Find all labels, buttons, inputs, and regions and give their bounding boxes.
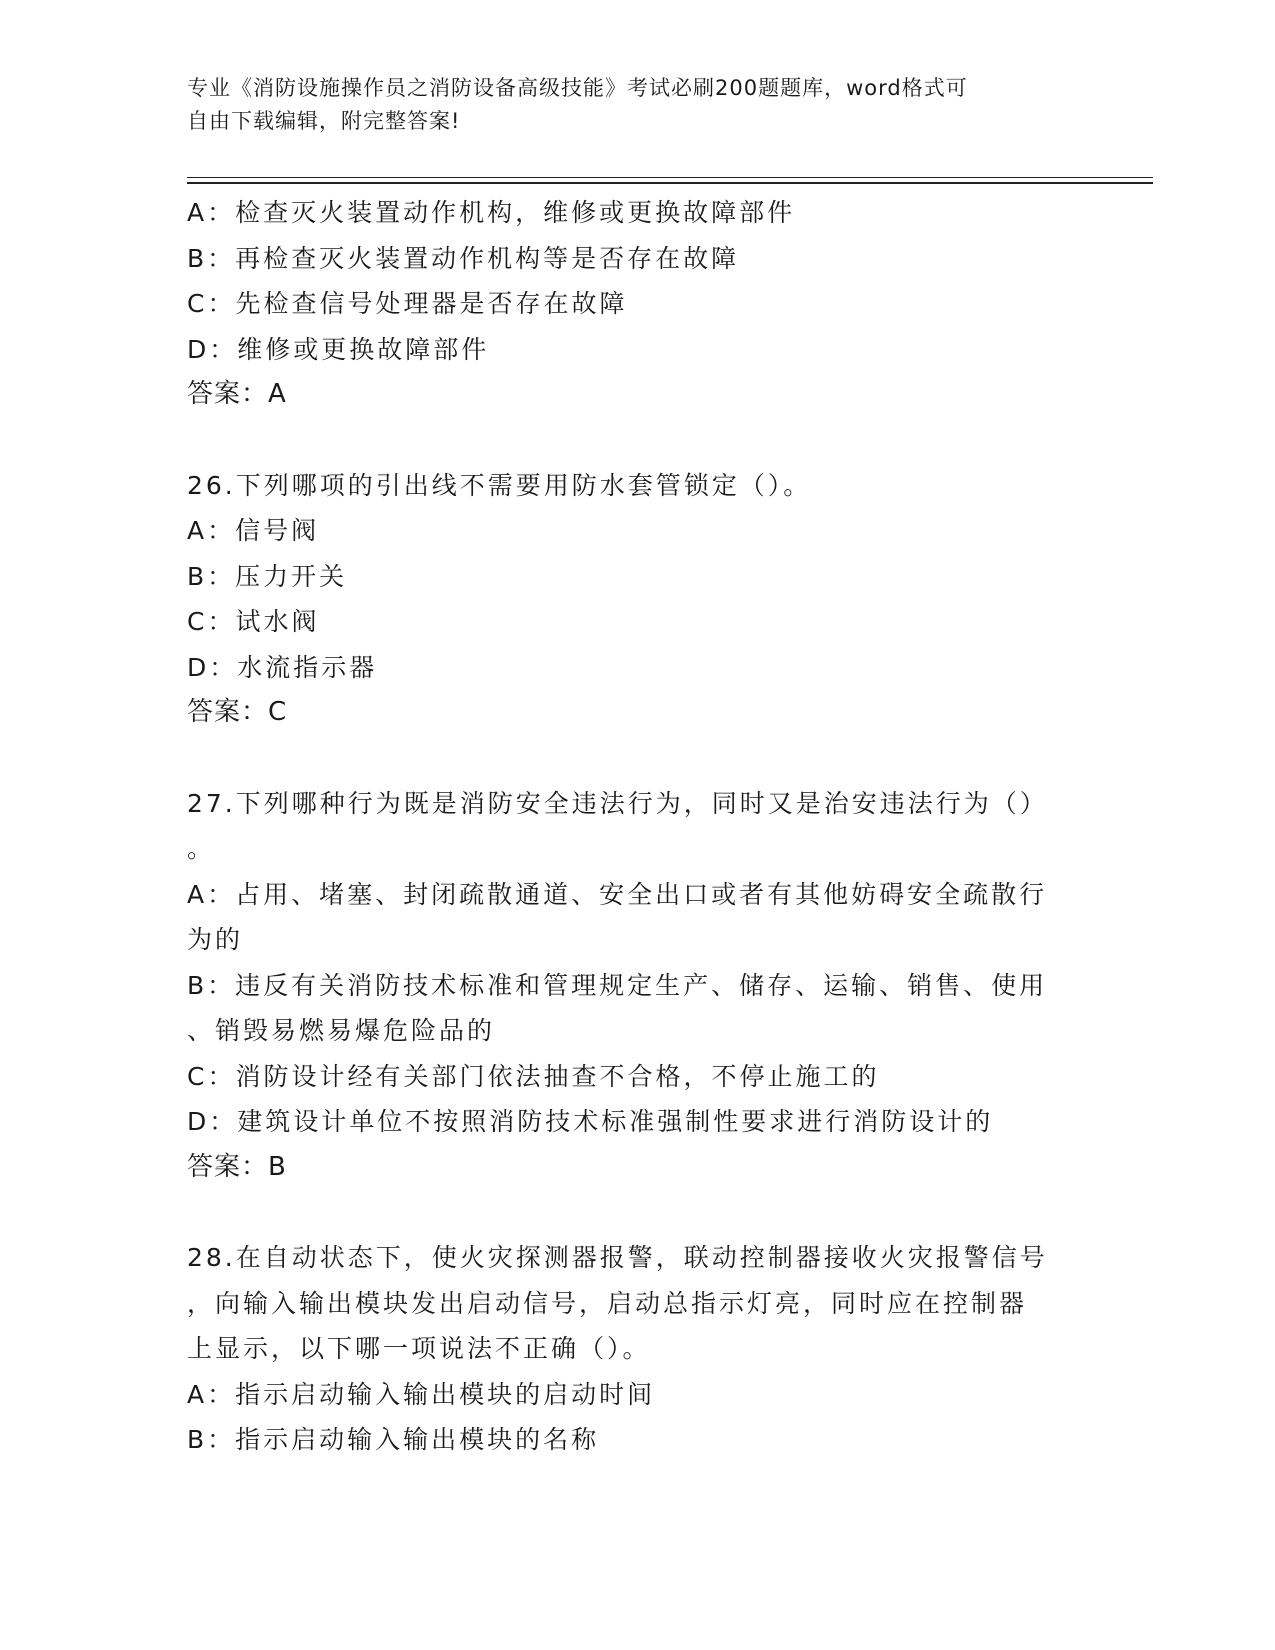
question-text-line-3: 上显示，以下哪一项说法不正确（）。 bbox=[187, 1334, 651, 1363]
option-b: B：再检查灭火装置动作机构等是否存在故障 bbox=[187, 243, 740, 273]
question-27-block bbox=[187, 781, 1087, 1191]
option-d: D：建筑设计单位不按照消防技术标准强制性要求进行消防设计的 bbox=[187, 1107, 994, 1136]
option-c: C：试水阀 bbox=[187, 607, 320, 636]
question-text-line-1: 28.在自动状态下，使火灾探测器报警，联动控制器接收火灾报警信号 bbox=[187, 1243, 1048, 1272]
option-a-line-2: 为的 bbox=[187, 925, 244, 954]
question-text-line-2: 。 bbox=[187, 834, 216, 863]
header-title-line-1: 专业《消防设施操作员之消防设备高级技能》考试必刷200题题库，word格式可 bbox=[187, 76, 968, 100]
answer: 答案：A bbox=[187, 379, 287, 409]
option-a-line-1: A：占用、堵塞、封闭疏散通道、安全出口或者有其他妨碍安全疏散行 bbox=[187, 879, 1048, 909]
option-b: B：指示启动输入输出模块的名称 bbox=[187, 1425, 600, 1454]
answer: 答案：B bbox=[187, 1151, 287, 1182]
question-26-block bbox=[187, 463, 1087, 736]
question-text: 26.下列哪项的引出线不需要用防水套管锁定（）。 bbox=[187, 470, 812, 500]
document-header bbox=[187, 72, 1067, 138]
option-b-line-1: B：违反有关消防技术标准和管理规定生产、储存、运输、销售、使用 bbox=[187, 970, 1048, 1000]
option-a: A：检查灭火装置动作机构，维修或更换故障部件 bbox=[187, 198, 796, 227]
header-divider-thin bbox=[187, 177, 1153, 178]
question-text-line-2: ，向输入输出模块发出启动信号，启动总指示灯亮，同时应在控制器 bbox=[187, 1288, 1028, 1318]
option-c: C：先检查信号处理器是否存在故障 bbox=[187, 289, 628, 318]
question-text-line-1: 27.下列哪种行为既是消防安全违法行为，同时又是治安违法行为（） bbox=[187, 788, 1048, 818]
option-d: D：水流指示器 bbox=[187, 652, 378, 682]
question-25-block bbox=[187, 190, 1087, 418]
question-list bbox=[187, 190, 1087, 1463]
option-b-line-2: 、销毁易燃易爆危险品的 bbox=[187, 1016, 496, 1045]
option-b: B：压力开关 bbox=[187, 561, 348, 591]
answer: 答案：C bbox=[187, 697, 288, 727]
option-d: D：维修或更换故障部件 bbox=[187, 334, 490, 364]
option-c: C：消防设计经有关部门依法抽查不合格，不停止施工的 bbox=[187, 1061, 880, 1091]
header-title-line-2: 自由下载编辑，附完整答案! bbox=[187, 109, 461, 133]
option-a: A：指示启动输入输出模块的启动时间 bbox=[187, 1379, 656, 1409]
option-a: A：信号阀 bbox=[187, 516, 320, 545]
header-divider-thick bbox=[187, 182, 1153, 184]
question-28-block bbox=[187, 1235, 1087, 1463]
